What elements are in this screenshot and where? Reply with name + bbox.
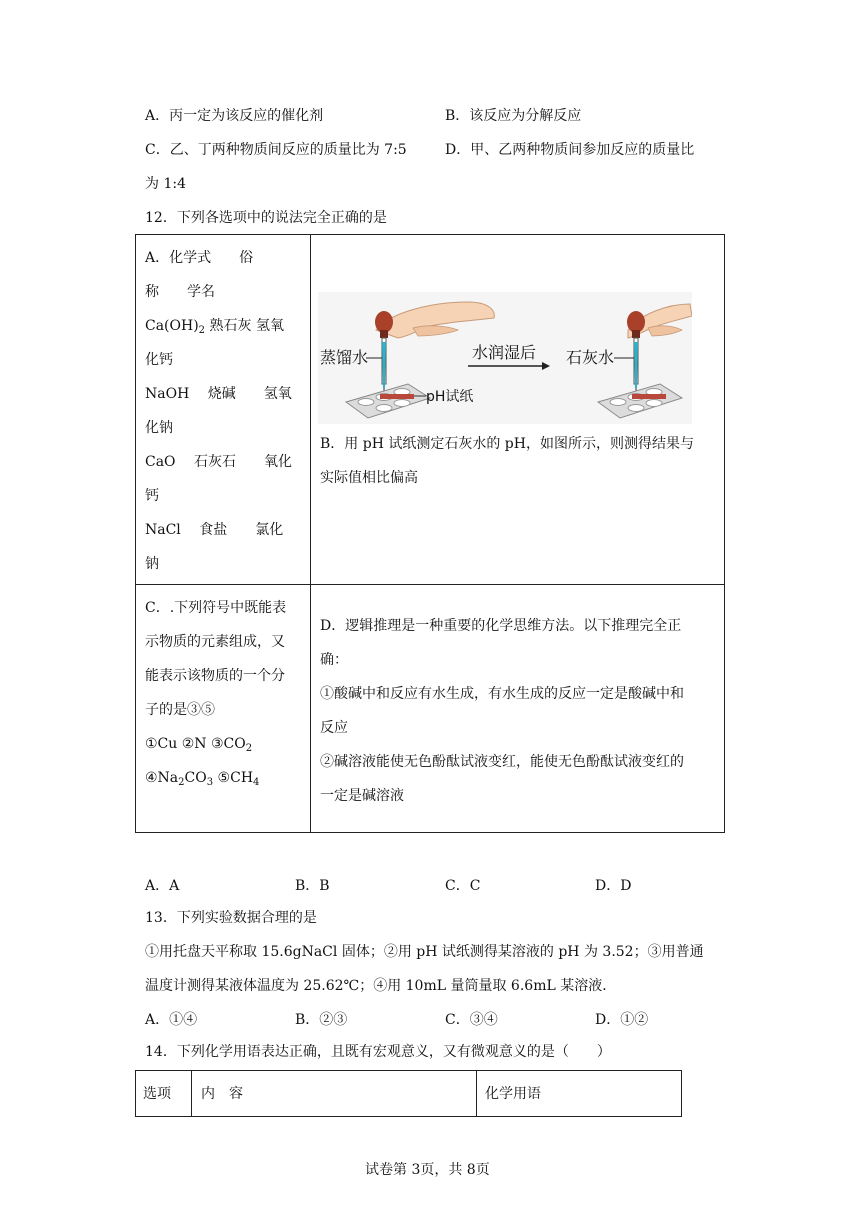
q13-line1: ①用托盘天平称取 15.6gNaCl 固体；②用 pH 试纸测得某溶液的 pH 为 3.52；③用普通 <box>145 944 704 960</box>
q13-option-d: D．①② <box>595 1012 649 1028</box>
page-footer: 试卷第 3页，共 8页 <box>365 1162 490 1178</box>
cell-a-line: NaCl 食盐 氯化 <box>145 522 284 538</box>
cell-a-line: 称 学名 <box>145 284 215 300</box>
q14-header-content: 内 容 <box>201 1086 243 1102</box>
cell-b-text-line2: 实际值相比偏高 <box>320 470 418 486</box>
cell-d-line: 确： <box>320 652 348 668</box>
label-ph-paper: pH试纸 <box>426 389 474 405</box>
cell-b-text-line1: B．用 pH 试纸测定石灰水的 pH，如图所示，则测得结果与 <box>320 436 694 452</box>
label-limewater: 石灰水 <box>566 348 615 367</box>
q12-stem: 12．下列各选项中的说法完全正确的是 <box>145 210 387 226</box>
cell-a-line: $Ca(OH)_2$ 熟石灰 氢氧 <box>145 318 284 336</box>
cell-d-line: ①酸碱中和反应有水生成，有水生成的反应一定是酸碱中和 <box>320 686 684 702</box>
q14-stem: 14．下列化学用语表达正确，且既有宏观意义，又有微观意义的是（ ） <box>145 1044 611 1060</box>
q11-option-c: C．乙、丁两种物质间反应的质量比为 7:5 <box>145 142 407 158</box>
q11-option-d: D．甲、乙两种物质间参加反应的质量比 <box>445 142 695 158</box>
q13-option-a: A．①④ <box>145 1012 198 1028</box>
cell-d-line: 一定是碱溶液 <box>320 788 404 804</box>
cell-c-line: C．.下列符号中既能表 <box>145 600 287 616</box>
cell-a-line: CaO 石灰石 氧化 <box>145 454 292 470</box>
cell-c-symbols-line1: ①Cu ②N $③CO_2$ <box>145 736 253 754</box>
q12-option-a: A．A <box>145 878 180 894</box>
cell-a-line: 钙 <box>145 488 159 504</box>
cell-a-line: 化钠 <box>145 420 173 436</box>
cell-c-line: 示物质的元素组成，又 <box>145 634 285 650</box>
ph-test-figure <box>318 292 692 424</box>
cell-d-line: 反应 <box>320 720 348 736</box>
q13-line2: 温度计测得某液体温度为 25.62℃；④用 10mL 量筒量取 6.6mL 某溶液． <box>145 978 617 994</box>
q11-option-d-cont: 为 1:4 <box>145 176 186 192</box>
q13-option-b: B．②③ <box>295 1012 348 1028</box>
cell-a-line: 钠 <box>145 556 159 572</box>
dropper-bulb-icon <box>375 311 393 333</box>
label-distilled-water: 蒸馏水 <box>320 348 369 367</box>
q12-option-d: D．D <box>595 878 632 894</box>
cell-c-line: 子的是③⑤ <box>145 702 215 718</box>
q11-option-a: A．丙一定为该反应的催化剂 <box>145 108 324 124</box>
q13-stem: 13．下列实验数据合理的是 <box>145 910 317 926</box>
cell-c-symbols-line2: $④Na_2CO_3$ $⑤CH_4$ <box>145 770 260 788</box>
caoh2-formula: $Ca(OH)_2$ <box>145 318 206 336</box>
cell-a-line: 化钙 <box>145 352 173 368</box>
q12-option-b: B．B <box>295 878 330 894</box>
cell-d-line: D．逻辑推理是一种重要的化学思维方法。以下推理完全正 <box>320 618 682 634</box>
q14-header-symbol: 化学用语 <box>485 1086 541 1102</box>
q13-option-c: C．③④ <box>445 1012 498 1028</box>
cell-d-line: ②碱溶液能使无色酚酞试液变红，能使无色酚酞试液变红的 <box>320 754 684 770</box>
cell-a-line: NaOH 烧碱 氢氧 <box>145 386 292 402</box>
cell-c-line: 能表示该物质的一个分 <box>145 668 285 684</box>
q11-option-b: B．该反应为分解反应 <box>445 108 582 124</box>
cell-a-line: A．化学式 俗 <box>145 250 254 266</box>
q14-header-option: 选项 <box>143 1086 171 1102</box>
label-wet-with-water: 水润湿后 <box>472 343 537 362</box>
q12-option-c: C．C <box>445 878 481 894</box>
